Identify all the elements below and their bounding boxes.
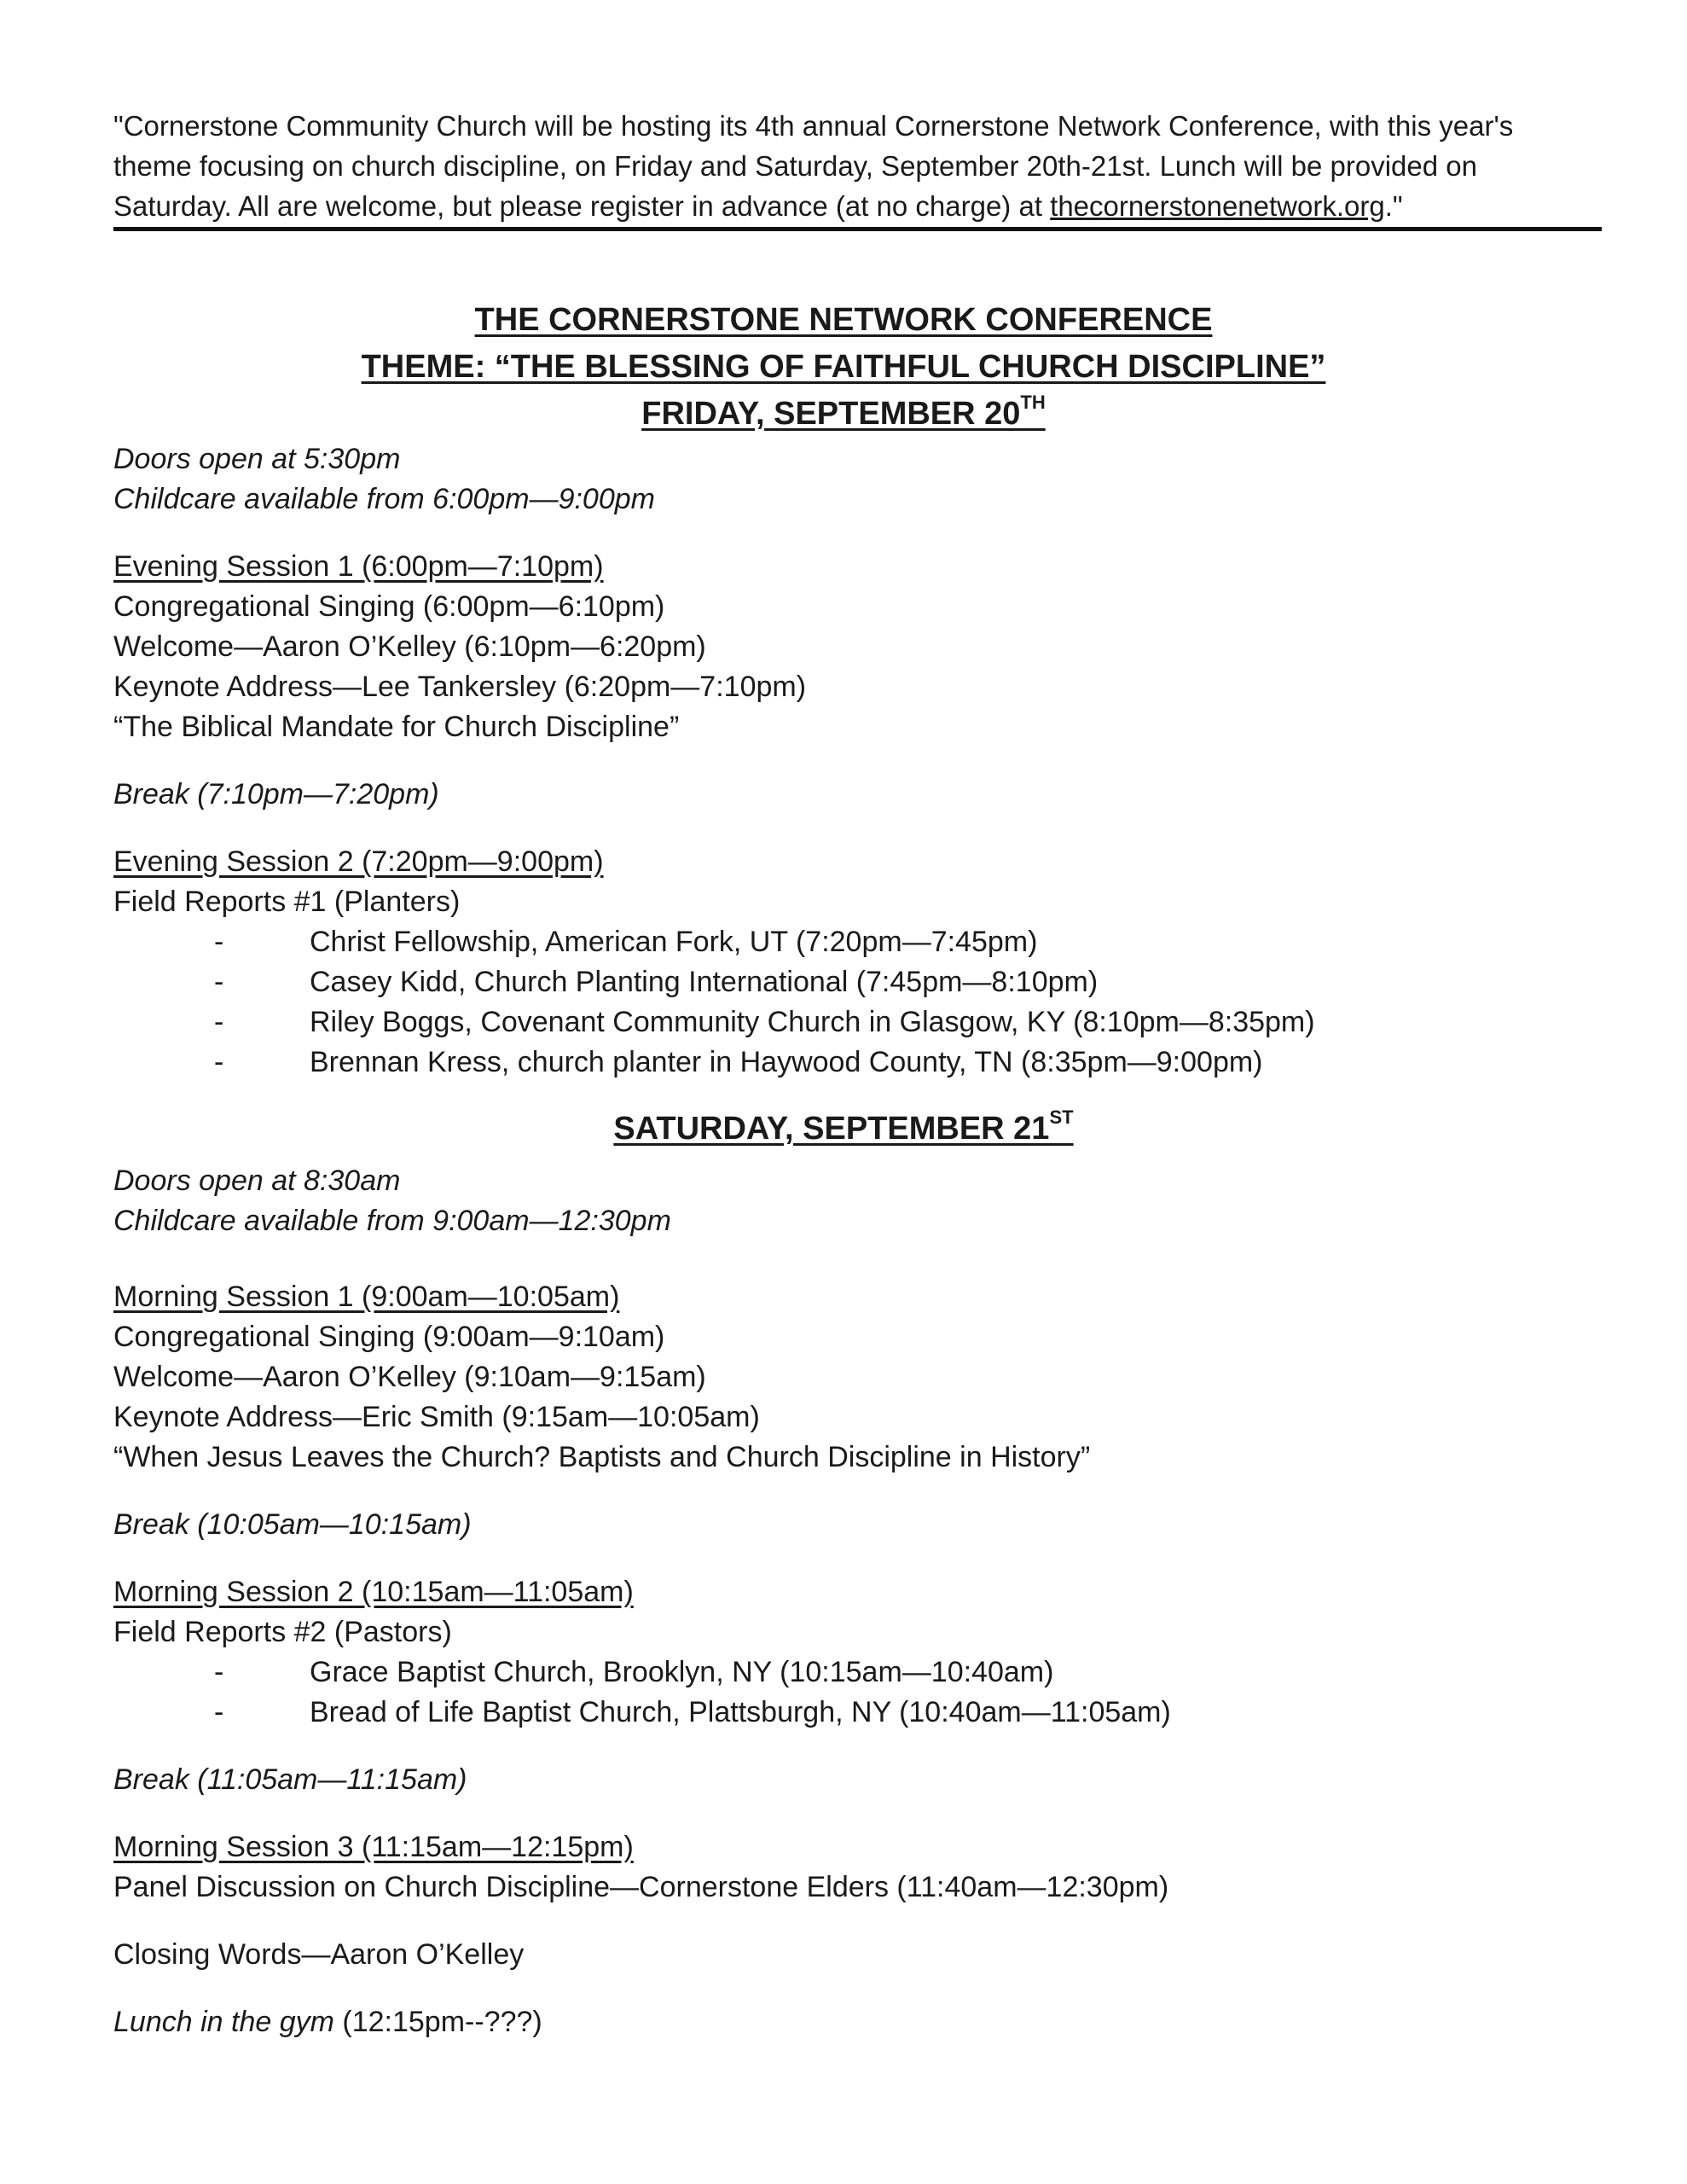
list-item: - Brennan Kress, church planter in Haywood County, TN (8:35pm—9:00pm) (214, 1046, 1263, 1078)
list-item: - Riley Boggs, Covenant Community Church in Glasgow, KY (8:10pm—8:35pm) (214, 1006, 1315, 1038)
friday-doors: Doors open at 5:30pm (113, 443, 401, 475)
list-item: - Bread of Life Baptist Church, Plattsburgh, NY (10:40am—11:05am) (214, 1696, 1171, 1728)
intro-paragraph (113, 106, 1597, 226)
lunch-line: Lunch in the gym (12:15pm--???) (113, 2006, 542, 2038)
intro-text-end: ." (1384, 190, 1403, 222)
list-item: Congregational Singing (6:00pm—6:10pm) (113, 590, 665, 623)
evening-session-1-title: Evening Session 1 (6:00pm—7:10pm) (113, 550, 604, 583)
saturday-childcare: Childcare available from 9:00am—12:30pm (113, 1205, 671, 1237)
friday-break: Break (7:10pm—7:20pm) (113, 778, 439, 810)
morning-session-2-title: Morning Session 2 (10:15am—11:05am) (113, 1576, 634, 1608)
field-reports-1-subtitle: Field Reports #1 (Planters) (113, 886, 461, 918)
list-item: Congregational Singing (9:00am—9:10am) (113, 1321, 665, 1353)
divider (113, 227, 1602, 231)
friday-heading: FRIDAY, SEPTEMBER 20TH (641, 392, 1046, 432)
saturday-doors: Doors open at 8:30am (113, 1165, 401, 1197)
list-item: Welcome—Aaron O’Kelley (9:10am—9:15am) (113, 1361, 706, 1393)
saturday-heading: SATURDAY, SEPTEMBER 21ST (613, 1107, 1074, 1147)
evening-session-2-title: Evening Session 2 (7:20pm—9:00pm) (113, 845, 604, 878)
morning-session-1-title: Morning Session 1 (9:00am—10:05am) (113, 1281, 620, 1313)
list-item: - Casey Kidd, Church Planting International (7:45pm—8:10pm) (214, 966, 1099, 998)
list-item: - Grace Baptist Church, Brooklyn, NY (10:15am—10:40am) (214, 1656, 1054, 1688)
list-item: “The Biblical Mandate for Church Discipline” (113, 711, 680, 743)
registration-link[interactable]: thecornerstonenetwork.org (1050, 190, 1385, 222)
saturday-break-1: Break (10:05am—10:15am) (113, 1508, 472, 1541)
conference-headings (0, 297, 1687, 438)
list-item: Welcome—Aaron O’Kelley (6:10pm—6:20pm) (113, 630, 706, 663)
list-item: - Christ Fellowship, American Fork, UT (7:20pm—7:45pm) (214, 926, 1038, 958)
list-item: Keynote Address—Eric Smith (9:15am—10:05am) (113, 1401, 760, 1433)
conference-theme: THEME: “THE BLESSING OF FAITHFUL CHURCH DISCIPLINE” (361, 349, 1326, 385)
saturday-break-2: Break (11:05am—11:15am) (113, 1763, 467, 1796)
list-item: Panel Discussion on Church Discipline—Cornerstone Elders (11:40am—12:30pm) (113, 1871, 1169, 1903)
conference-title: THE CORNERSTONE NETWORK CONFERENCE (474, 302, 1213, 338)
field-reports-2-subtitle: Field Reports #2 (Pastors) (113, 1616, 452, 1648)
closing-words: Closing Words—Aaron O’Kelley (113, 1938, 525, 1971)
list-item: “When Jesus Leaves the Church? Baptists and Church Discipline in History” (113, 1441, 1091, 1473)
morning-session-3-title: Morning Session 3 (11:15am—12:15pm) (113, 1831, 634, 1863)
intro-text: "Cornerstone Community Church will be hosting its 4th annual Cornerstone Network Conference, with this year's theme focusing on church discipline, on Friday and Saturday, September 20th-21st. Lunch will be provided on Saturday. All are welcome, but please register in advance (at no charge) at (113, 110, 1514, 222)
friday-childcare: Childcare available from 6:00pm—9:00pm (113, 483, 655, 515)
list-item: Keynote Address—Lee Tankersley (6:20pm—7:10pm) (113, 671, 807, 703)
